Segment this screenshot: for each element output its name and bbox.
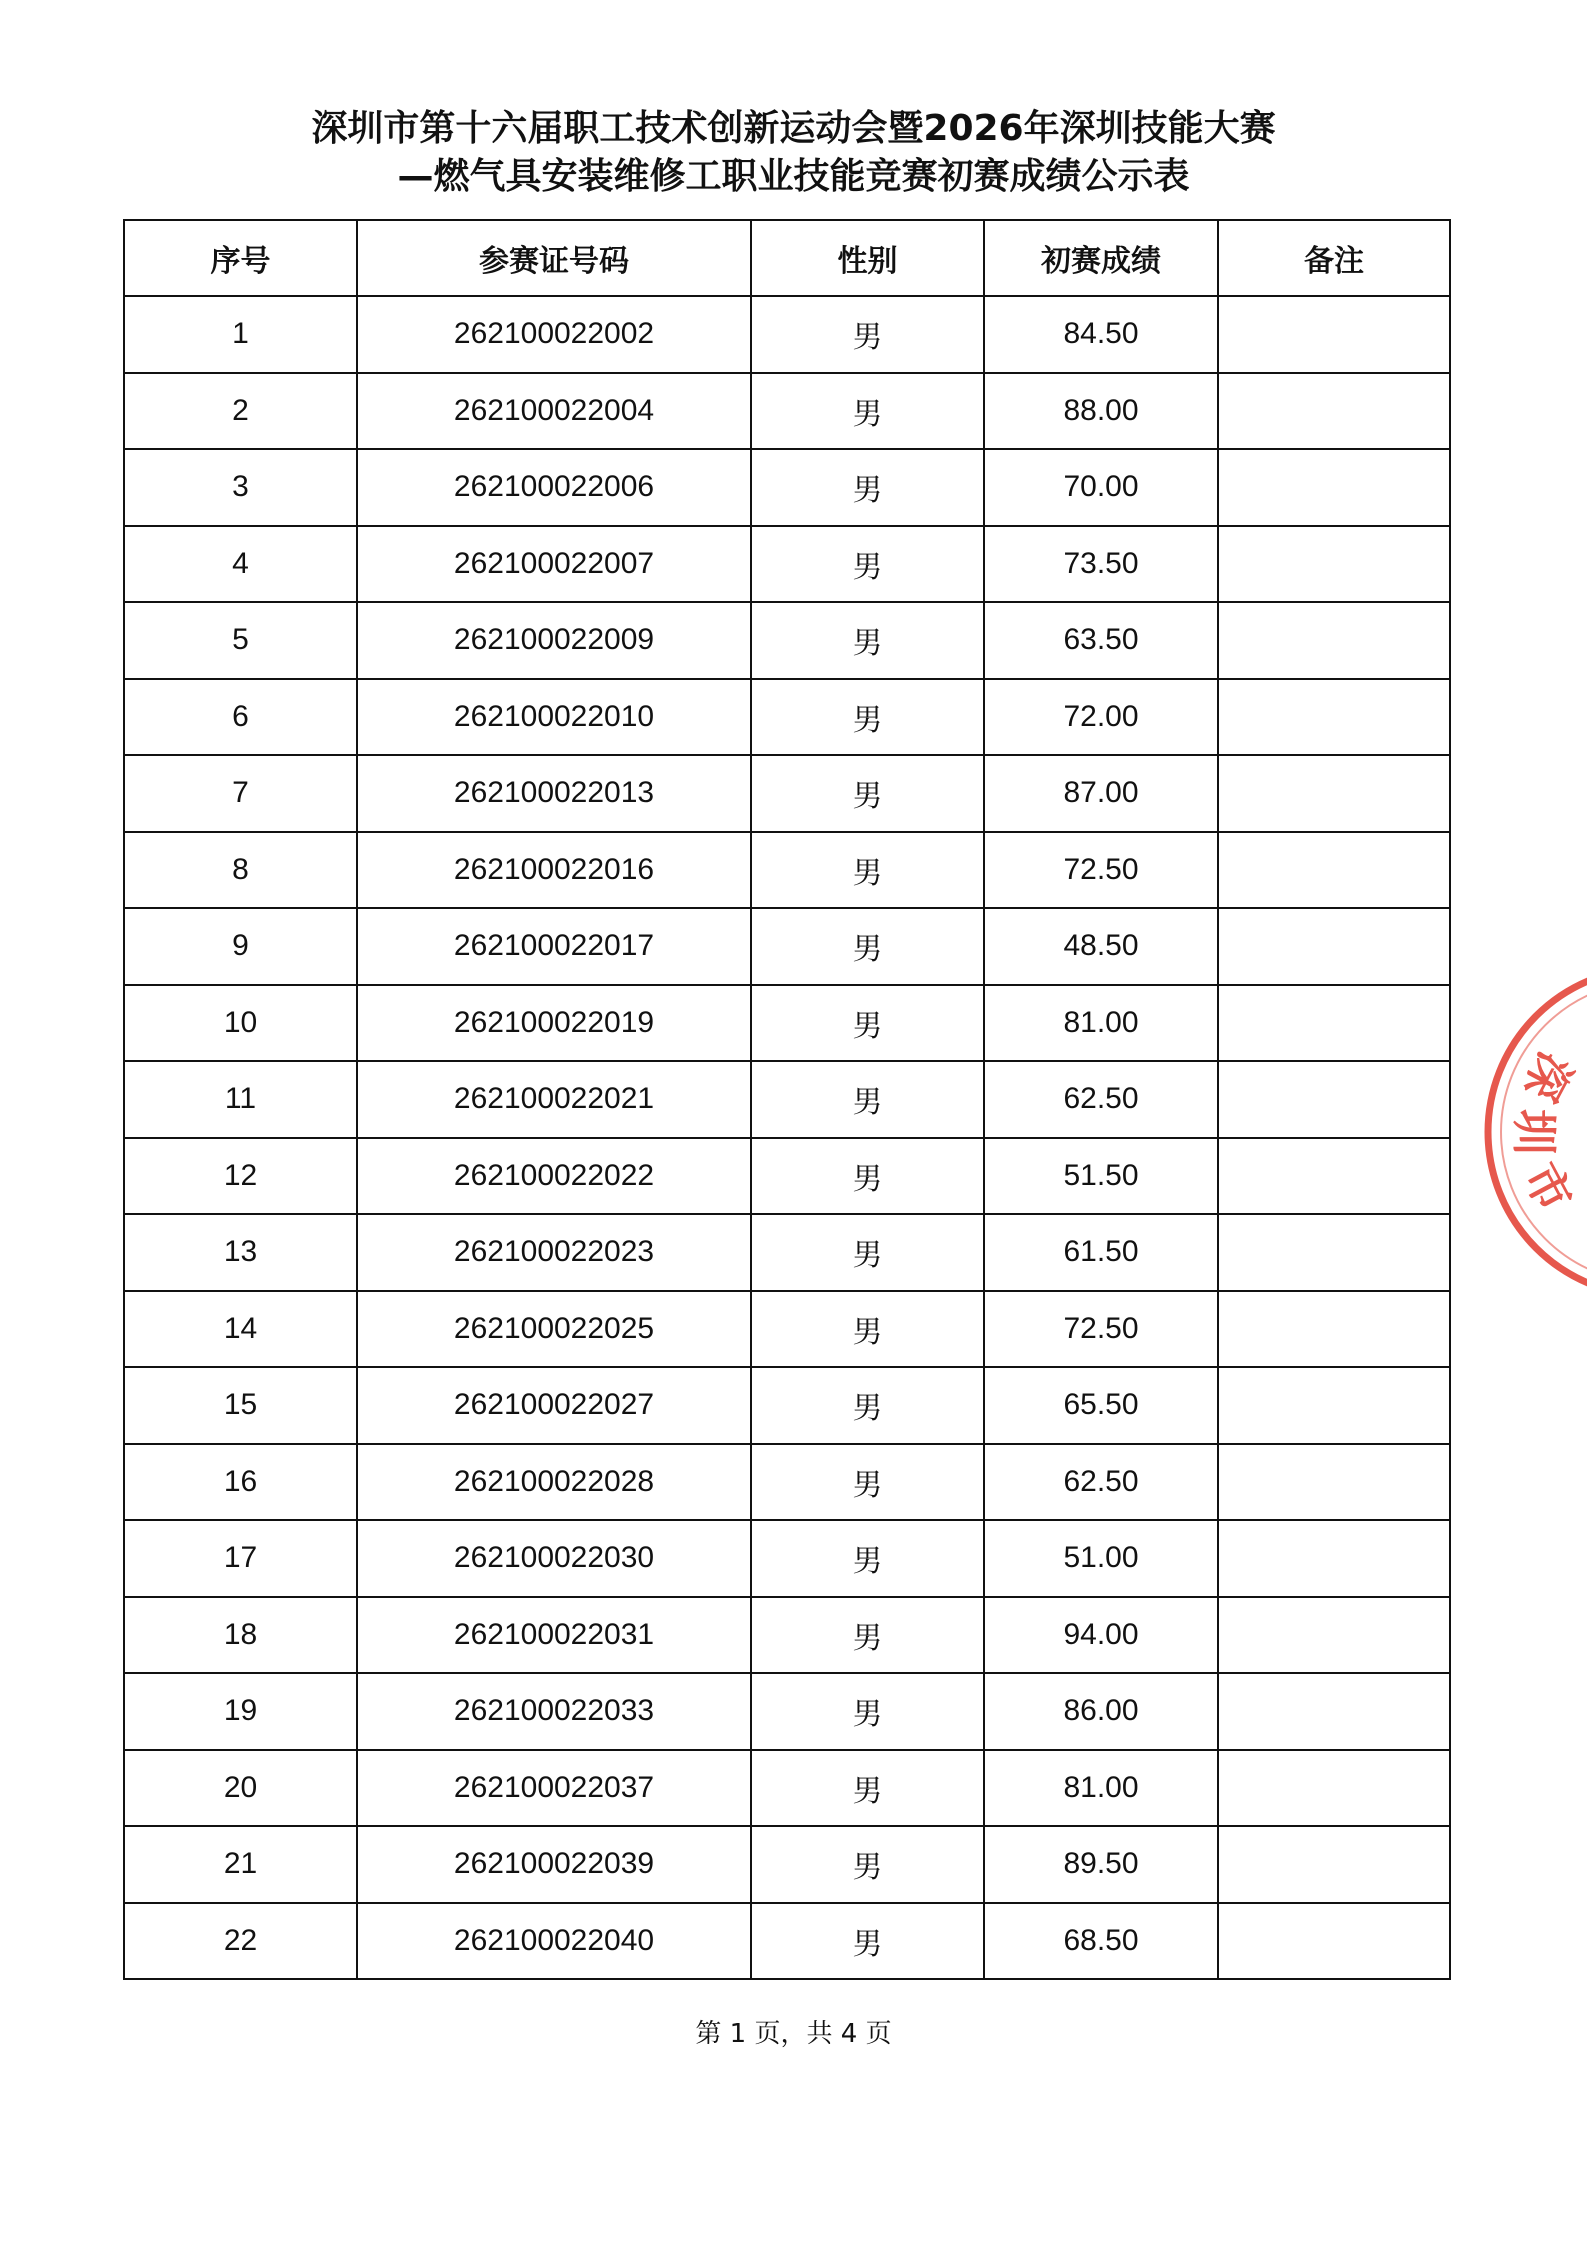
table-row	[124, 1597, 1450, 1674]
score-table	[123, 219, 1451, 1980]
cell-gender: 男	[751, 908, 984, 985]
cell-serial-number: 6	[124, 679, 357, 756]
cell-remarks	[1218, 1138, 1450, 1215]
table-row	[124, 449, 1450, 526]
table-row	[124, 373, 1450, 450]
cell-entry-id: 262100022002	[357, 296, 751, 373]
cell-serial-number: 22	[124, 1903, 357, 1980]
cell-entry-id: 262100022007	[357, 526, 751, 603]
cell-entry-id: 262100022004	[357, 373, 751, 450]
cell-preliminary-score: 81.00	[984, 985, 1218, 1062]
cell-preliminary-score: 88.00	[984, 373, 1218, 450]
cell-preliminary-score: 63.50	[984, 602, 1218, 679]
cell-serial-number: 11	[124, 1061, 357, 1138]
cell-entry-id: 262100022009	[357, 602, 751, 679]
cell-serial-number: 8	[124, 832, 357, 909]
table-row	[124, 296, 1450, 373]
table-row	[124, 755, 1450, 832]
cell-preliminary-score: 62.50	[984, 1444, 1218, 1521]
cell-gender: 男	[751, 1061, 984, 1138]
cell-preliminary-score: 48.50	[984, 908, 1218, 985]
cell-entry-id: 262100022016	[357, 832, 751, 909]
cell-preliminary-score: 68.50	[984, 1903, 1218, 1980]
cell-gender: 男	[751, 1214, 984, 1291]
cell-serial-number: 14	[124, 1291, 357, 1368]
page-number: 第 1 页，共 4 页	[695, 2019, 892, 2049]
cell-remarks	[1218, 602, 1450, 679]
cell-gender: 男	[751, 526, 984, 603]
cell-serial-number: 4	[124, 526, 357, 603]
cell-entry-id: 262100022039	[357, 1826, 751, 1903]
cell-serial-number: 17	[124, 1520, 357, 1597]
cell-remarks	[1218, 755, 1450, 832]
cell-entry-id: 262100022025	[357, 1291, 751, 1368]
cell-preliminary-score: 87.00	[984, 755, 1218, 832]
table-row	[124, 1903, 1450, 1980]
cell-entry-id: 262100022028	[357, 1444, 751, 1521]
table-row	[124, 1444, 1450, 1521]
cell-gender: 男	[751, 1444, 984, 1521]
cell-gender: 男	[751, 832, 984, 909]
table-row	[124, 1826, 1450, 1903]
cell-preliminary-score: 51.00	[984, 1520, 1218, 1597]
table-row	[124, 1367, 1450, 1444]
table-row	[124, 1750, 1450, 1827]
header-serial-number: 序号	[124, 220, 357, 296]
cell-serial-number: 12	[124, 1138, 357, 1215]
cell-gender: 男	[751, 1367, 984, 1444]
cell-preliminary-score: 94.00	[984, 1597, 1218, 1674]
cell-entry-id: 262100022031	[357, 1597, 751, 1674]
seal-glyph: 圳	[1507, 1109, 1561, 1155]
seal-glyph: 市	[1513, 1154, 1583, 1221]
cell-gender: 男	[751, 1291, 984, 1368]
cell-serial-number: 16	[124, 1444, 357, 1521]
cell-entry-id: 262100022040	[357, 1903, 751, 1980]
cell-serial-number: 15	[124, 1367, 357, 1444]
cell-serial-number: 18	[124, 1597, 357, 1674]
table-header-row	[124, 220, 1450, 296]
table-row	[124, 526, 1450, 603]
table-row	[124, 1061, 1450, 1138]
cell-preliminary-score: 72.50	[984, 832, 1218, 909]
cell-remarks	[1218, 1673, 1450, 1750]
cell-preliminary-score: 65.50	[984, 1367, 1218, 1444]
cell-remarks	[1218, 1903, 1450, 1980]
table-row	[124, 1214, 1450, 1291]
header-remarks: 备注	[1218, 220, 1450, 296]
cell-remarks	[1218, 1444, 1450, 1521]
cell-remarks	[1218, 373, 1450, 450]
cell-gender: 男	[751, 755, 984, 832]
cell-serial-number: 9	[124, 908, 357, 985]
cell-gender: 男	[751, 296, 984, 373]
table-row	[124, 1673, 1450, 1750]
cell-preliminary-score: 81.00	[984, 1750, 1218, 1827]
cell-gender: 男	[751, 1826, 984, 1903]
cell-preliminary-score: 86.00	[984, 1673, 1218, 1750]
seal-graphic	[1462, 977, 1587, 1287]
cell-remarks	[1218, 1597, 1450, 1674]
cell-serial-number: 21	[124, 1826, 357, 1903]
cell-remarks	[1218, 1291, 1450, 1368]
cell-serial-number: 7	[124, 755, 357, 832]
cell-entry-id: 262100022006	[357, 449, 751, 526]
cell-entry-id: 262100022019	[357, 985, 751, 1062]
table-row	[124, 1291, 1450, 1368]
cell-gender: 男	[751, 1138, 984, 1215]
cell-gender: 男	[751, 1750, 984, 1827]
cell-remarks	[1218, 296, 1450, 373]
cell-remarks	[1218, 1750, 1450, 1827]
cell-serial-number: 10	[124, 985, 357, 1062]
cell-serial-number: 19	[124, 1673, 357, 1750]
cell-preliminary-score: 84.50	[984, 296, 1218, 373]
table-row	[124, 985, 1450, 1062]
cell-remarks	[1218, 1826, 1450, 1903]
cell-remarks	[1218, 1214, 1450, 1291]
cell-preliminary-score: 73.50	[984, 526, 1218, 603]
cell-remarks	[1218, 1061, 1450, 1138]
header-entry-id: 参赛证号码	[357, 220, 751, 296]
cell-entry-id: 262100022030	[357, 1520, 751, 1597]
cell-serial-number: 13	[124, 1214, 357, 1291]
cell-preliminary-score: 62.50	[984, 1061, 1218, 1138]
cell-serial-number: 2	[124, 373, 357, 450]
cell-remarks	[1218, 449, 1450, 526]
cell-entry-id: 262100022013	[357, 755, 751, 832]
cell-serial-number: 1	[124, 296, 357, 373]
cell-remarks	[1218, 985, 1450, 1062]
table-row	[124, 832, 1450, 909]
cell-preliminary-score: 70.00	[984, 449, 1218, 526]
cell-preliminary-score: 72.50	[984, 1291, 1218, 1368]
cell-gender: 男	[751, 602, 984, 679]
cell-gender: 男	[751, 1597, 984, 1674]
cell-gender: 男	[751, 1520, 984, 1597]
cell-gender: 男	[751, 1673, 984, 1750]
cell-remarks	[1218, 1367, 1450, 1444]
cell-remarks	[1218, 679, 1450, 756]
official-seal-stamp	[1462, 977, 1587, 1287]
cell-gender: 男	[751, 373, 984, 450]
cell-preliminary-score: 72.00	[984, 679, 1218, 756]
table-row	[124, 1138, 1450, 1215]
cell-entry-id: 262100022010	[357, 679, 751, 756]
cell-gender: 男	[751, 449, 984, 526]
cell-entry-id: 262100022037	[357, 1750, 751, 1827]
table-row	[124, 1520, 1450, 1597]
table-row	[124, 908, 1450, 985]
cell-entry-id: 262100022022	[357, 1138, 751, 1215]
header-preliminary-score: 初赛成绩	[984, 220, 1218, 296]
cell-entry-id: 262100022027	[357, 1367, 751, 1444]
document-title-line2: —燃气具安装维修工职业技能竞赛初赛成绩公示表	[397, 156, 1190, 197]
cell-remarks	[1218, 832, 1450, 909]
cell-serial-number: 20	[124, 1750, 357, 1827]
cell-serial-number: 3	[124, 449, 357, 526]
cell-entry-id: 262100022021	[357, 1061, 751, 1138]
cell-gender: 男	[751, 679, 984, 756]
document-title-line1: 深圳市第十六届职工技术创新运动会暨2026年深圳技能大赛	[311, 108, 1276, 149]
cell-remarks	[1218, 526, 1450, 603]
table-row	[124, 602, 1450, 679]
cell-entry-id: 262100022023	[357, 1214, 751, 1291]
cell-entry-id: 262100022033	[357, 1673, 751, 1750]
cell-gender: 男	[751, 985, 984, 1062]
header-gender: 性别	[751, 220, 984, 296]
cell-gender: 男	[751, 1903, 984, 1980]
seal-glyph: 深	[1513, 1043, 1583, 1110]
cell-preliminary-score: 51.50	[984, 1138, 1218, 1215]
cell-preliminary-score: 61.50	[984, 1214, 1218, 1291]
cell-remarks	[1218, 908, 1450, 985]
table-row	[124, 679, 1450, 756]
cell-preliminary-score: 89.50	[984, 1826, 1218, 1903]
cell-serial-number: 5	[124, 602, 357, 679]
cell-remarks	[1218, 1520, 1450, 1597]
cell-entry-id: 262100022017	[357, 908, 751, 985]
